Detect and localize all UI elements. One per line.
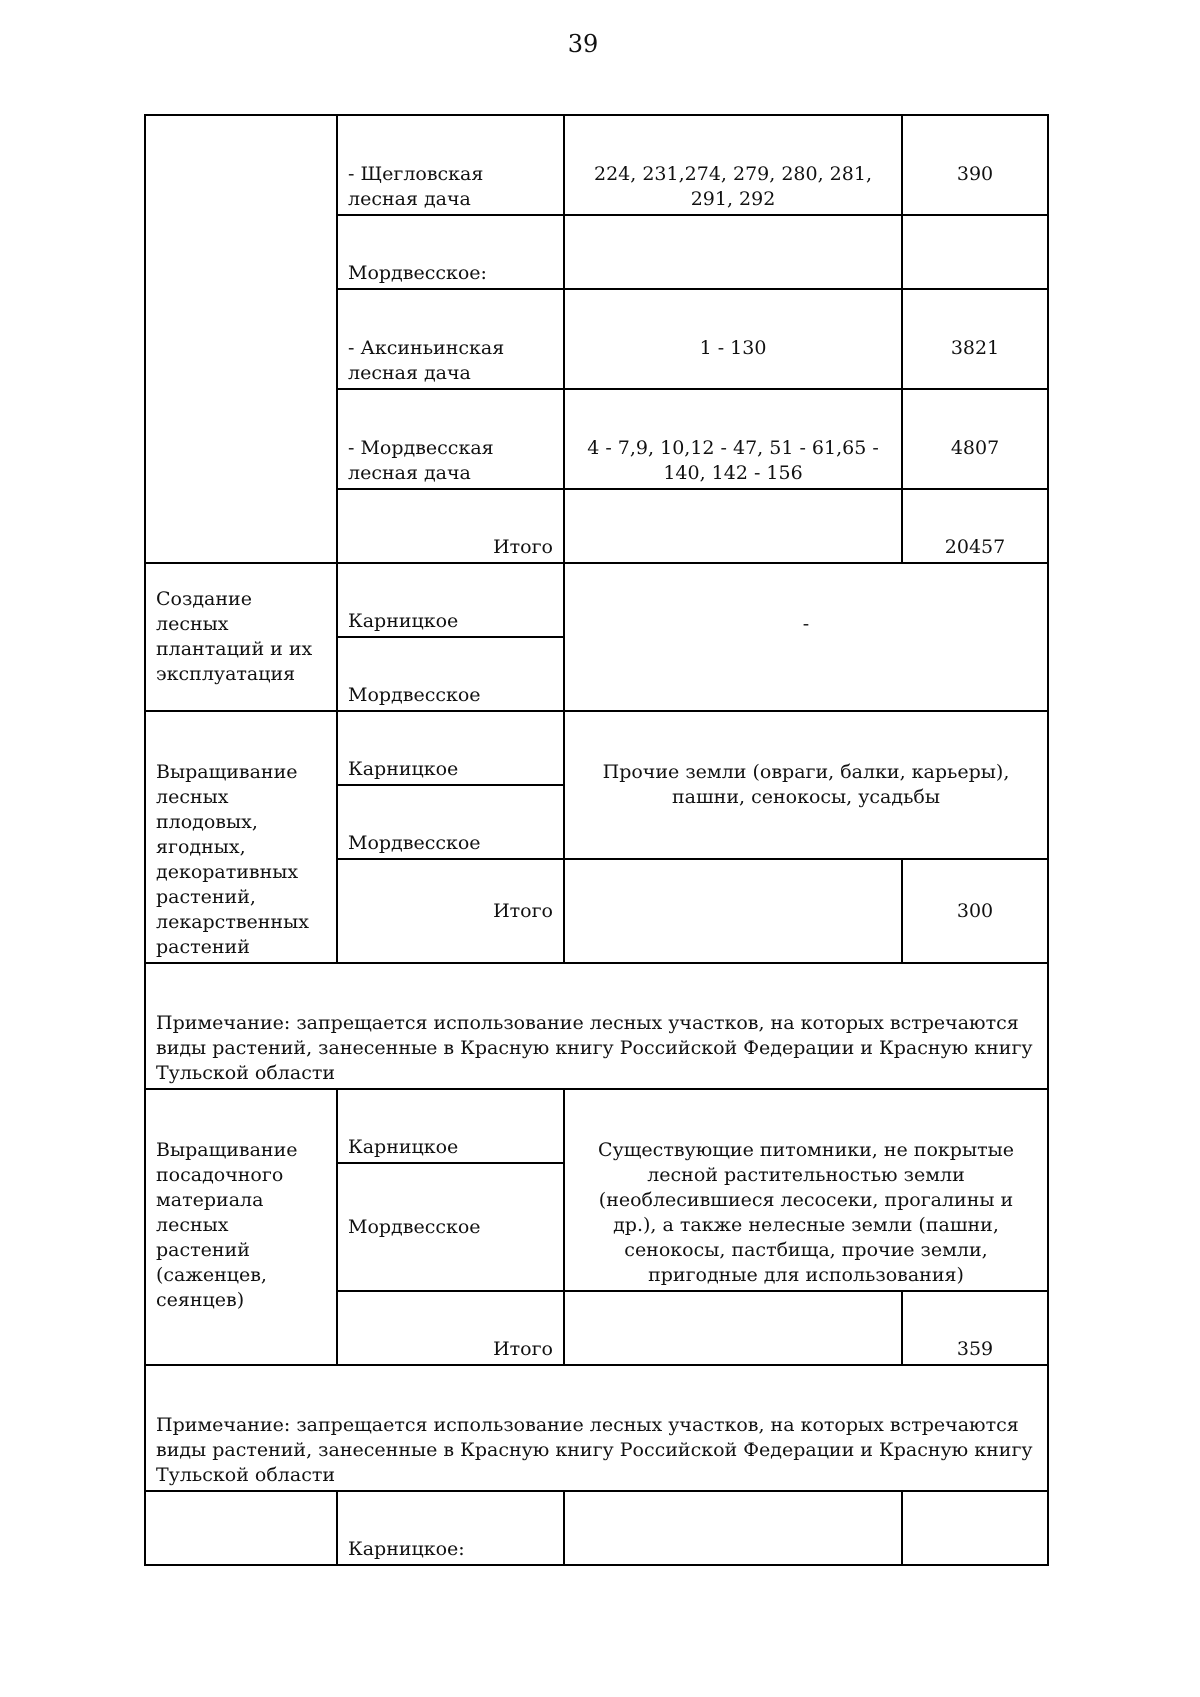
forestry-cell: - Мордвесская лесная дача bbox=[337, 389, 564, 489]
total-area: 300 bbox=[902, 859, 1048, 963]
table-row bbox=[145, 1491, 1048, 1565]
forestry-cell: Карницкое bbox=[337, 563, 564, 637]
total-area: 20457 bbox=[902, 489, 1048, 563]
forestry-cell: - Аксиньинская лесная дача bbox=[337, 289, 564, 389]
use-type-cell: Выращивание лесных плодовых, ягодных, декоративных растений, лекарственных растений bbox=[145, 711, 337, 963]
table-row bbox=[145, 563, 1048, 637]
note-text: Примечание: запрещается использование лесных участков, на которых встречаются виды растений, занесенные в Красную книгу Российской Федерации и Красную книгу Тульской области bbox=[145, 1365, 1048, 1491]
lands-cell: Прочие земли (овраги, балки, карьеры), пашни, сенокосы, усадьбы bbox=[564, 711, 1048, 859]
area-cell: 4807 bbox=[902, 389, 1048, 489]
forestry-cell: Мордвесское bbox=[337, 785, 564, 859]
area-cell: 390 bbox=[902, 115, 1048, 215]
area-cell bbox=[902, 1491, 1048, 1565]
quarters-cell bbox=[564, 1491, 902, 1565]
note-row bbox=[145, 1365, 1048, 1491]
table-row bbox=[145, 711, 1048, 785]
quarters-cell: 4 - 7,9, 10,12 - 47, 51 - 61,65 - 140, 142 - 156 bbox=[564, 389, 902, 489]
page-number: 39 bbox=[567, 30, 599, 58]
quarters-cell bbox=[564, 1291, 902, 1365]
forest-use-table bbox=[144, 114, 1049, 1566]
table-row bbox=[145, 115, 1048, 215]
total-label: Итого bbox=[337, 859, 564, 963]
forestry-cell: - Щегловская лесная дача bbox=[337, 115, 564, 215]
area-cell: 3821 bbox=[902, 289, 1048, 389]
total-label: Итого bbox=[337, 1291, 564, 1365]
table-row bbox=[145, 1089, 1048, 1163]
forestry-cell: Мордвесское bbox=[337, 1163, 564, 1291]
type-cell-empty bbox=[145, 115, 337, 563]
forestry-header-cell: Карницкое: bbox=[337, 1491, 564, 1565]
forestry-cell: Карницкое bbox=[337, 711, 564, 785]
forestry-cell: Карницкое bbox=[337, 1089, 564, 1163]
total-label: Итого bbox=[337, 489, 564, 563]
type-cell-empty bbox=[145, 1491, 337, 1565]
use-type-cell: Выращивание посадочного материала лесных растений (саженцев, сеянцев) bbox=[145, 1089, 337, 1365]
quarters-cell: 224, 231,274, 279, 280, 281, 291, 292 bbox=[564, 115, 902, 215]
forestry-cell: Мордвесское bbox=[337, 637, 564, 711]
use-type-cell: Создание лесных плантаций и их эксплуатация bbox=[145, 563, 337, 711]
note-row bbox=[145, 963, 1048, 1089]
total-area: 359 bbox=[902, 1291, 1048, 1365]
lands-cell: Существующие питомники, не покрытые лесной растительностью земли (необлесившиеся лесосеки, прогалины и др.), а также нелесные земли (пашни, сенокосы, пастбища, прочие земли, пригодные для использования) bbox=[564, 1089, 1048, 1291]
quarters-cell bbox=[564, 215, 902, 289]
note-text: Примечание: запрещается использование лесных участков, на которых встречаются виды растений, занесенные в Красную книгу Российской Федерации и Красную книгу Тульской области bbox=[145, 963, 1048, 1089]
quarters-cell bbox=[564, 489, 902, 563]
forestry-header-cell: Мордвесское: bbox=[337, 215, 564, 289]
lands-cell: - bbox=[564, 563, 1048, 711]
quarters-cell: 1 - 130 bbox=[564, 289, 902, 389]
quarters-cell bbox=[564, 859, 902, 963]
area-cell bbox=[902, 215, 1048, 289]
